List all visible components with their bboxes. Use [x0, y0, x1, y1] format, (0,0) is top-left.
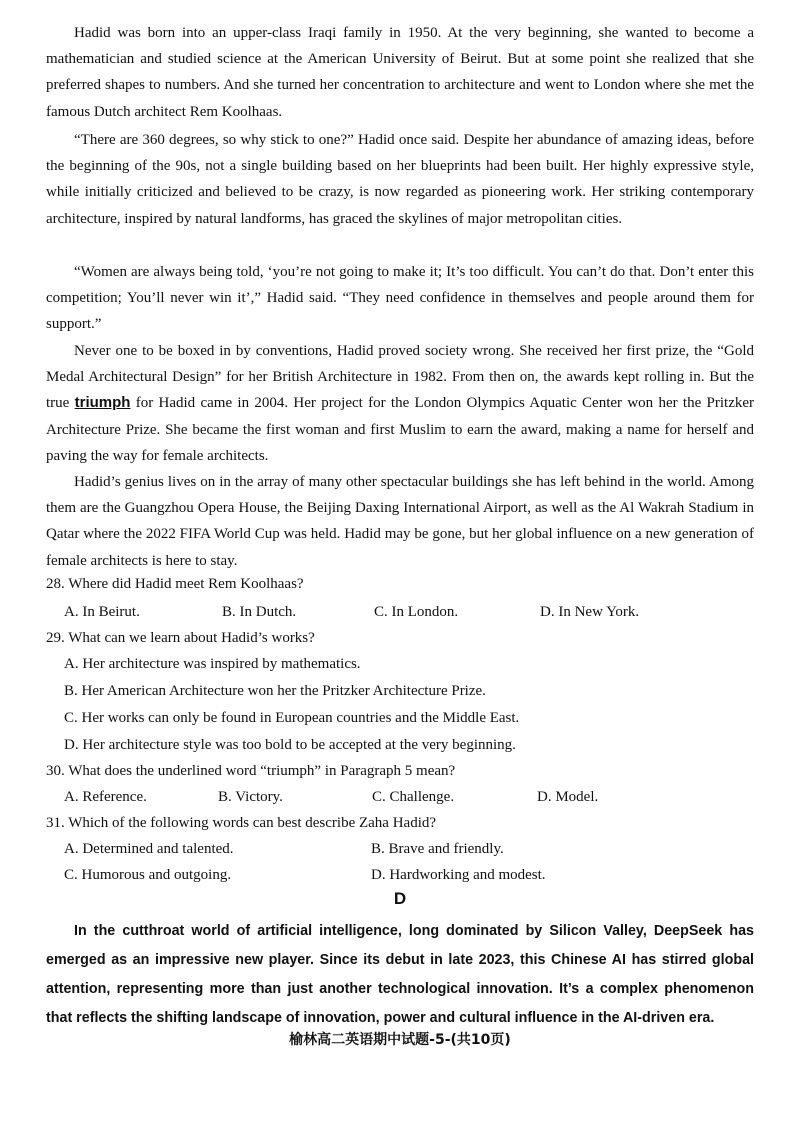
question-28-option-b[interactable]: B. In Dutch. — [222, 604, 297, 620]
paragraph-4-text-after: for Hadid came in 2004. Her project for the London Olympics Aquatic Center won her the Pritzker Architecture Prize. She became the first woman and first Muslim to earn the award, making a name for herself and paving the way for female architects. — [46, 395, 755, 464]
question-31-stem: 31. Which of the following words can best describe Zaha Hadid? — [46, 815, 437, 831]
question-30-option-c[interactable]: C. Challenge. — [372, 789, 455, 805]
question-28-option-d[interactable]: D. In New York. — [540, 604, 640, 620]
question-31-option-d[interactable]: D. Hardworking and modest. — [371, 867, 546, 883]
page-footer: 榆林高二英语期中试题-5-(共10页) — [289, 1032, 511, 1048]
question-31-option-a[interactable]: A. Determined and talented. — [64, 841, 234, 857]
question-30-stem: 30. What does the underlined word “triumph” in Paragraph 5 mean? — [46, 763, 456, 779]
passage-paragraph-3: “Women are always being told, ‘you’re not going to make it; It’s too difficult. You can’t do that. Don’t enter this competition; You’ll never win it’,” Hadid said. “They need confidence in themselves and people around them for support.” — [46, 264, 754, 333]
passage-paragraph-1: Hadid was born into an upper-class Iraqi family in 1950. At the very beginning, she wanted to become a mathematician and studied science at the American University of Beirut. But at some point she realized that she preferred shapes to numbers. And she turned her concentration to architecture and went to London where she met the famous Dutch architect Rem Koolhaas. — [46, 25, 754, 120]
question-30-option-a[interactable]: A. Reference. — [64, 789, 147, 805]
section-d-paragraph-1: In the cutthroat world of artificial intelligence, long dominated by Silicon Valley, DeepSeek has emerged as an impressive new player. Since its debut in late 2023, this Chinese AI has stirred global attention, representing more than just another technological innovation. It’s a complex phenomenon that reflects the shifting landscape of innovation, power and cultural influence in the AI-driven era. — [46, 923, 754, 1026]
question-30-option-d[interactable]: D. Model. — [537, 789, 599, 805]
question-28-stem: 28. Where did Hadid meet Rem Koolhaas? — [46, 576, 304, 592]
question-29-option-a[interactable]: A. Her architecture was inspired by mathematics. — [64, 656, 361, 672]
question-28-option-a[interactable]: A. In Beirut. — [64, 604, 140, 620]
question-29-option-c[interactable]: C. Her works can only be found in European countries and the Middle East. — [64, 710, 520, 726]
question-29-option-d[interactable]: D. Her architecture style was too bold to be accepted at the very beginning. — [64, 737, 516, 753]
section-d-heading: D — [393, 889, 407, 908]
passage-paragraph-5: Hadid’s genius lives on in the array of many other spectacular buildings she has left behind in the world. Among them are the Guangzhou Opera House, the Beijing Daxing International Airport, as well as the Al Wakrah Stadium in Qatar where the 2022 FIFA World Cup was held. Hadid may be gone, but her global influence on a new generation of female architects is here to stay. — [46, 474, 754, 569]
passage-paragraph-2: “There are 360 degrees, so why stick to one?” Hadid once said. Despite her abundance of amazing ideas, before the beginning of the 90s, not a single building based on her blueprints had been built. Her highly expressive style, while initially criticized and believed to be crazy, is now regarded as pioneering work. Her striking contemporary architecture, inspired by natural landforms, has graced the skylines of major metropolitan cities. — [46, 132, 754, 227]
underlined-word-triumph: triumph — [74, 394, 131, 412]
question-31-option-c[interactable]: C. Humorous and outgoing. — [64, 867, 232, 883]
question-28-option-c[interactable]: C. In London. — [374, 604, 459, 620]
passage-paragraph-4 — [46, 338, 754, 469]
question-30-option-b[interactable]: B. Victory. — [218, 789, 283, 805]
question-29-option-b[interactable]: B. Her American Architecture won her the Pritzker Architecture Prize. — [64, 683, 486, 699]
question-31-option-b[interactable]: B. Brave and friendly. — [371, 841, 504, 857]
question-29-stem: 29. What can we learn about Hadid’s works? — [46, 630, 315, 646]
paragraph-4-text-before: Never one to be boxed in by conventions, Hadid proved society wrong. She received her first prize, the “Gold Medal Architectural Design” for her British Architecture in 1982. From then on, the awards kept rolling in. But the true — [46, 343, 754, 412]
